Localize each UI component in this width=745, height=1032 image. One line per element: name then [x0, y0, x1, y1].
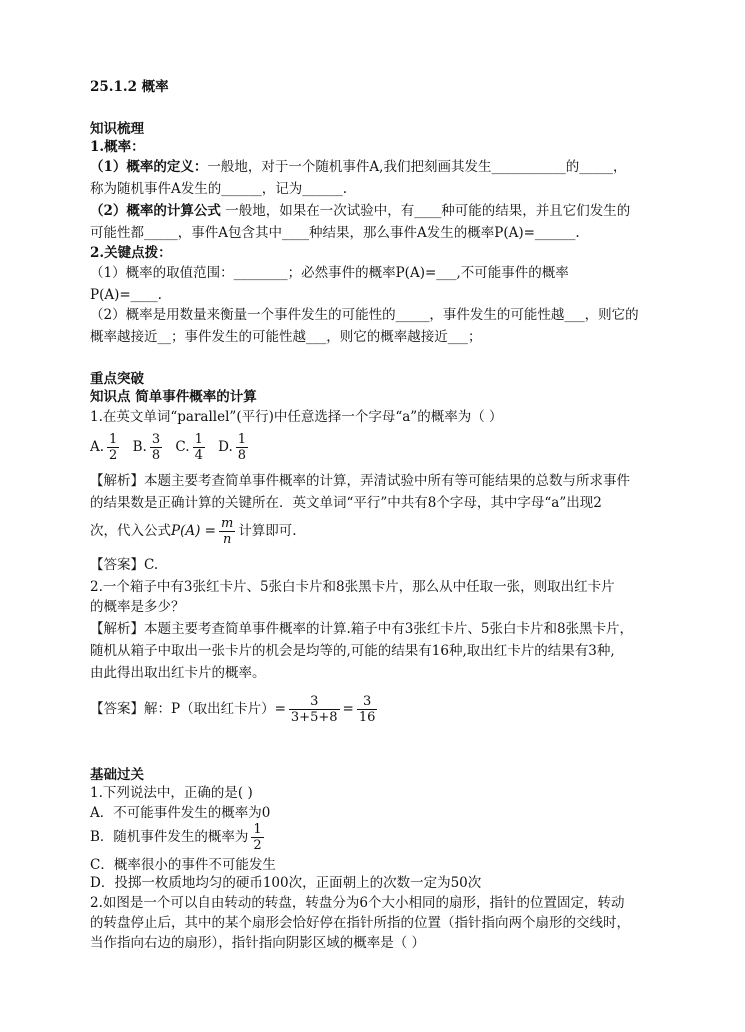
- practice-b-denominator: 2: [253, 838, 262, 853]
- analysis-2-line-2: 随机从箱子中取出一张卡片的机会是均等的,可能的结果有16种,取出红卡片的结果有3种,: [90, 643, 615, 659]
- question-1: 1.在英文单词“parallel”(平行)中任意选择一个字母“a”的概率为（ ）: [90, 409, 503, 425]
- practice-option-c: C．概率很小的事件不可能发生: [90, 857, 276, 873]
- fraction-2-numerator: 3: [357, 694, 378, 710]
- option-a-denominator: 2: [109, 448, 118, 463]
- basic-practice-heading: 基础过关: [90, 767, 144, 783]
- analysis-1-line-1: 【解析】本题主要考查简单事件概率的计算，弄清试验中所有等可能结果的总数与所求事件: [90, 473, 630, 489]
- formula-label: （2）概率的计算公式: [90, 203, 221, 219]
- key-breakthrough-heading: 重点突破: [90, 371, 144, 387]
- option-c-fraction: [193, 432, 205, 463]
- analysis-1-text: 次，代入公式: [90, 523, 171, 539]
- option-c-label: C.: [175, 439, 190, 455]
- formula-line-1: [90, 202, 630, 220]
- practice-option-a: A．不可能事件发生的概率为0: [90, 805, 271, 821]
- answer-1: 【答案】C.: [90, 557, 159, 573]
- fraction-1-denominator: 3+5+8: [290, 710, 338, 725]
- analysis-2-line-3: 由此得出取出红卡片的概率。: [90, 665, 266, 681]
- option-b-label: B.: [132, 439, 147, 455]
- practice-option-d: D．投掷一枚质地均匀的硬币100次，正面朝上的次数一定为50次: [90, 875, 482, 891]
- definition-line-2: 称为随机事件A发生的______，记为______.: [90, 181, 348, 197]
- option-b-numerator: 3: [151, 432, 161, 447]
- formula-lhs: P(A) =: [171, 523, 216, 539]
- option-a: [90, 432, 122, 463]
- answer-2-fraction-2: [357, 694, 378, 725]
- knowledge-heading: 知识梳理: [90, 121, 144, 137]
- key-point-line-1: （1）概率的取值范围：________；必然事件的概率P(A)=___,不可能事件的概率: [90, 265, 569, 281]
- definition-text: 一般地，对于一个随机事件A,我们把刻画其发生___________的_____，: [207, 159, 627, 175]
- practice-question-2-line-2: 的转盘停止后，其中的某个扇形会恰好停在指针所指的位置（指针指向两个扇形的交线时，: [90, 915, 630, 931]
- option-b-denominator: 8: [151, 448, 161, 463]
- option-b: [132, 432, 166, 463]
- key-points-subheading: 2.关键点拨：: [90, 245, 172, 261]
- practice-question-2-line-3: 当作指向右边的扇形），指针指向阴影区域的概率是（ ）: [90, 935, 426, 951]
- formula-line-2: 可能性都_____，事件A包含其中____种结果，那么事件A发生的概率P(A)=______.: [90, 225, 580, 241]
- formula-numerator: m: [220, 516, 234, 531]
- option-d-fraction: [236, 432, 248, 463]
- analysis-1-line-3: [90, 516, 297, 547]
- practice-b-numerator: 1: [253, 822, 262, 837]
- practice-question-1: 1.下列说法中，正确的是( ): [90, 785, 253, 801]
- practice-question-2-line-1: 2.如图是一个可以自由转动的转盘，转盘分为6个大小相同的扇形，指针的位置固定，转动: [90, 895, 625, 911]
- practice-option-b-text: B．随机事件发生的概率为: [90, 829, 249, 845]
- option-d-numerator: 1: [237, 432, 247, 447]
- section-number-title: 25.1.2 概率: [90, 79, 169, 95]
- analysis-1-tail: 计算即可.: [238, 523, 297, 539]
- question-2-line-1: 2.一个箱子中有3张红卡片、5张白卡片和8张黑卡片，那么从中任取一张，则取出红卡片: [90, 579, 615, 595]
- analysis-2-line-1: 【解析】本题主要考查简单事件概率的计算.箱子中有3张红卡片、5张白卡片和8张黑卡片，: [90, 621, 634, 637]
- option-d-denominator: 8: [237, 448, 247, 463]
- analysis-1-line-2: 的结果数是正确计算的关键所在．英文单词“平行”中共有8个字母，其中字母“a”出现2: [90, 495, 602, 511]
- option-b-fraction: [150, 432, 162, 463]
- key-point-line-2: P(A)=____.: [90, 287, 162, 303]
- answer-2-fraction-1: [289, 694, 340, 725]
- formula-text: 一般地，如果在一次试验中，有____种可能的结果，并且它们发生的: [220, 203, 631, 219]
- fraction-1-numerator: 3: [289, 694, 340, 710]
- question-1-options: [90, 432, 251, 463]
- practice-option-b: [90, 822, 267, 853]
- option-a-label: A.: [90, 439, 105, 455]
- definition-line-1: [90, 158, 626, 176]
- formula-fraction: [219, 516, 235, 547]
- option-d: [218, 432, 251, 463]
- option-c-denominator: 4: [194, 448, 203, 463]
- option-d-label: D.: [218, 439, 233, 455]
- definition-label: （1）概率的定义：: [90, 159, 208, 175]
- probability-subheading: 1.概率：: [90, 139, 145, 155]
- answer-2-text: 【答案】解：P（取出红卡片）=: [90, 701, 286, 717]
- key-point-line-3: （2）概率是用数量来衡量一个事件发生的可能性的_____，事件发生的可能性越___，则它的: [90, 307, 639, 323]
- fraction-2-denominator: 16: [358, 710, 376, 725]
- equals-sign: =: [342, 701, 354, 717]
- option-c-numerator: 1: [194, 432, 203, 447]
- key-point-line-4: 概率越接近__；事件发生的可能性越___，则它的概率越接近___；: [90, 329, 482, 345]
- answer-2: [90, 694, 380, 725]
- formula-denominator: n: [222, 532, 232, 547]
- option-c: [175, 432, 207, 463]
- option-a-fraction: [107, 432, 119, 463]
- question-2-line-2: 的概率是多少？: [90, 599, 185, 615]
- knowledge-point-subheading: 知识点 简单事件概率的计算: [90, 389, 257, 405]
- option-a-numerator: 1: [109, 432, 118, 447]
- practice-option-b-fraction: [251, 822, 263, 853]
